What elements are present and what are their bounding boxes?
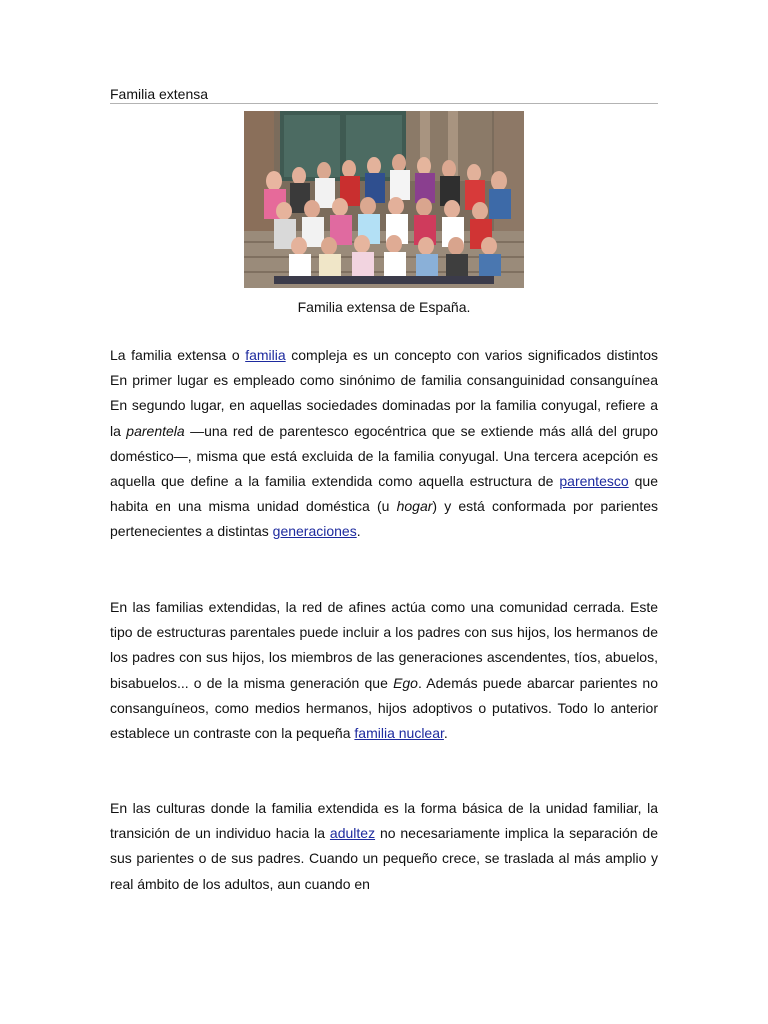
link-familia-nuclear[interactable]: familia nuclear xyxy=(354,725,444,742)
paragraph-text: —una red de parentesco egocéntrica que se extiende más allá del grupo doméstico—, misma que está excluida de la familia conyugal. Una tercera acepción es aquella que define a la familia extendida como aquella estructura de xyxy=(110,422,658,490)
paragraph-text: . xyxy=(443,725,448,742)
italic-term-hogar: hogar xyxy=(396,498,433,515)
paragraph-text: En las culturas donde la familia extendida es la forma básica de la unidad familiar, la transición de un individuo hacia la xyxy=(110,800,658,842)
italic-term-ego: Ego xyxy=(393,674,418,691)
paragraph-text: La familia extensa o xyxy=(110,347,246,363)
paragraph-text: . xyxy=(356,523,361,540)
link-generaciones[interactable]: generaciones xyxy=(272,523,357,540)
paragraph-2 xyxy=(110,595,658,746)
paragraph-text: que habita en una misma unidad doméstica (u xyxy=(110,473,658,515)
paragraph-text: . Además puede abarcar parientes no consanguíneos, como medios hermanos, hijos adoptivos o putativos. Todo lo anterior establece un contraste con la pequeña xyxy=(110,674,658,742)
family-photo xyxy=(244,111,524,288)
paragraph-text: En las familias extendidas, la red de afines actúa como una comunidad cerrada. Este tipo de estructuras parentales puede incluir a los padres con sus hijos, los hermanos de los padres con sus hijos, los miembros de las generaciones ascendentes, tíos, abuelos, bisabuelos... o de la misma generación que xyxy=(110,599,658,691)
paragraph-3 xyxy=(110,796,658,897)
family-photo-image xyxy=(244,111,524,288)
paragraph-text: no necesariamente implica la separación de sus parientes o de sus padres. Cuando un pequeño crece, se traslada al más amplio y real ámbito de los adultos, aun cuando en xyxy=(110,825,659,892)
page-title: Familia extensa xyxy=(110,84,658,104)
link-parentesco[interactable]: parentesco xyxy=(559,473,629,490)
paragraph-1 xyxy=(110,343,658,545)
italic-term-parentela: parentela xyxy=(126,422,185,439)
link-familia[interactable]: familia xyxy=(245,347,286,363)
image-caption: Familia extensa de España. xyxy=(297,299,471,315)
paragraph-text: compleja es un concepto con varios significados distintos En primer lugar es empleado como sinónimo de familia consanguinidad consanguínea En segundo lugar, en aquellas sociedades dominadas por la familia conyugal, refiere a la xyxy=(110,347,659,439)
paragraph-text: ) y está conformada por parientes pertenecientes a distintas xyxy=(110,498,658,540)
link-adultez[interactable]: adultez xyxy=(329,825,376,842)
